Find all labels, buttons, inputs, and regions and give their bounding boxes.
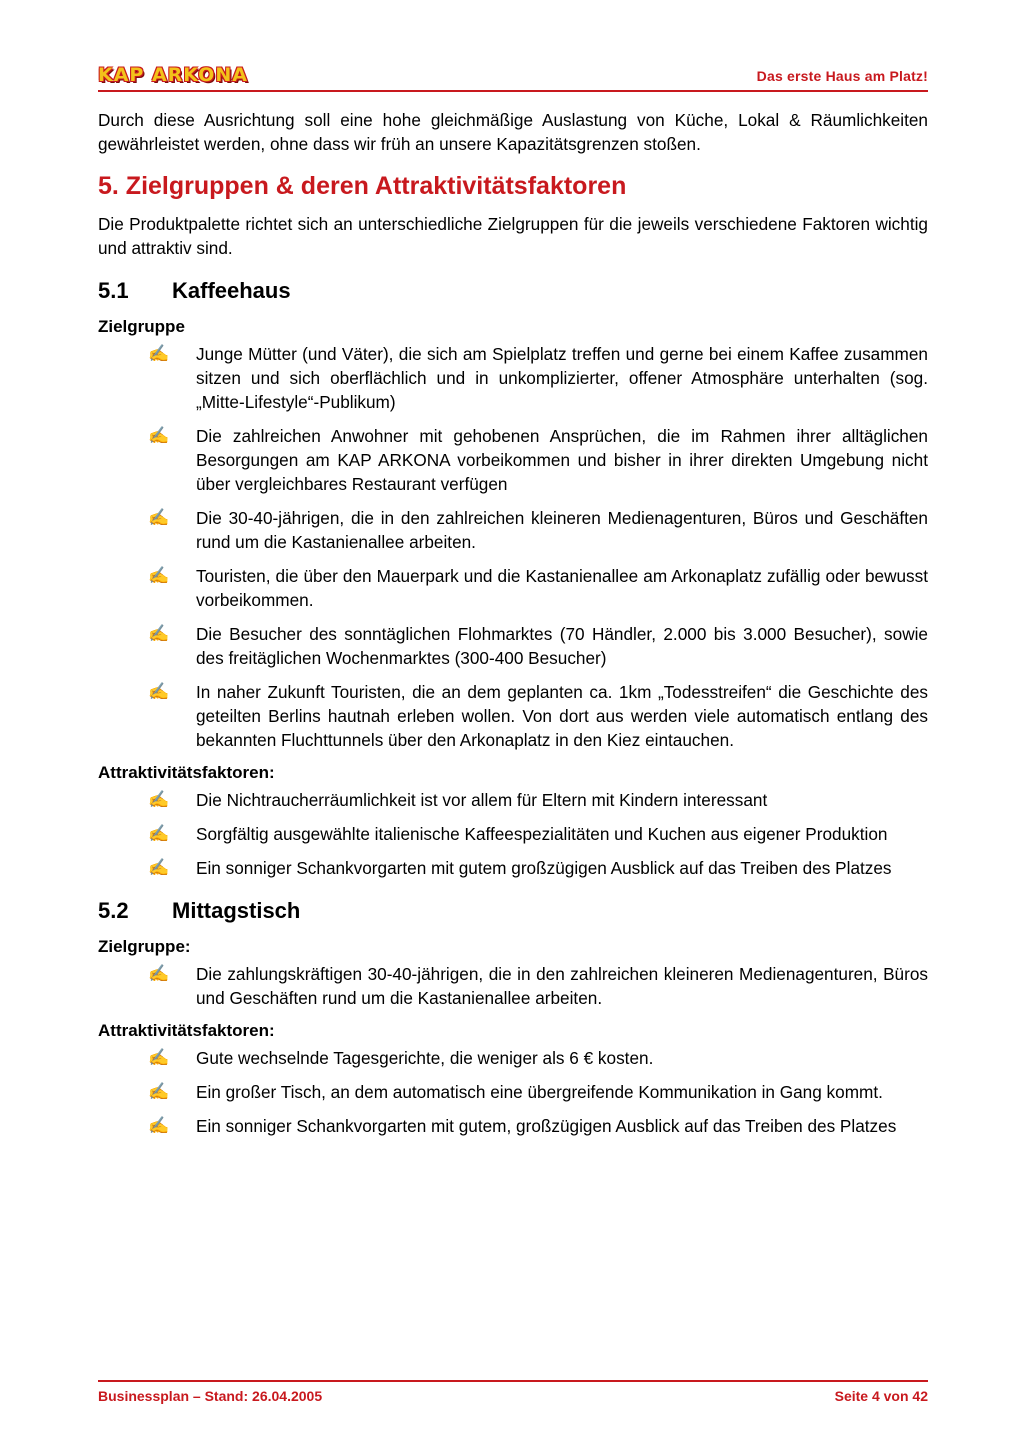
attractiveness-factors-label: Attraktivitätsfaktoren:	[98, 763, 275, 782]
writing-hand-icon: ✍	[148, 624, 170, 643]
attractiveness-factors-list	[98, 1046, 928, 1138]
section-5-text: Die Produktpalette richtet sich an unterschiedliche Zielgruppen für die jeweils verschiedene Faktoren wichtig und attraktiv sind.	[98, 214, 928, 258]
page-header	[98, 62, 928, 92]
list-item: ✍ Die zahlungskräftigen 30-40-jährigen, die in den zahlreichen kleineren Medienagenturen, Büros und Geschäften rund um die Kastanienallee arbeiten.	[148, 964, 928, 1008]
writing-hand-icon: ✍	[148, 964, 170, 983]
intro-paragraph: Durch diese Ausrichtung soll eine hohe gleichmäßige Auslastung von Küche, Lokal & Räumlichkeiten gewährleistet werden, ohne dass wir früh an unsere Kapazitätsgrenzen stoßen.	[98, 110, 928, 154]
section-title: Mittagstisch	[172, 898, 301, 923]
target-group-list	[98, 962, 928, 1010]
writing-hand-icon: ✍	[148, 426, 170, 445]
list-item: ✍ In naher Zukunft Touristen, die an dem geplanten ca. 1km „Todesstreifen“ die Geschichte des geteilten Berlins hautnah erleben wollen. Von dort aus werden viele automatisch entlang des bekannten Fluchttunnels über den Arkonaplatz in den Kiez eintauchen.	[148, 682, 928, 750]
logo-text: KAP ARKONA	[98, 64, 248, 86]
target-group-list	[98, 342, 928, 752]
target-group-label: Zielgruppe:	[98, 937, 191, 956]
list-item: ✍ Ein sonniger Schankvorgarten mit gutem großzügigen Ausblick auf das Treiben des Platzes	[148, 858, 892, 878]
writing-hand-icon: ✍	[148, 1082, 170, 1101]
list-item: ✍ Sorgfältig ausgewählte italienische Kaffeespezialitäten und Kuchen aus eigener Produktion	[148, 824, 888, 844]
attractiveness-factors-list	[98, 788, 928, 880]
page-content	[98, 108, 928, 1148]
kap-arkona-logo	[98, 64, 264, 86]
list-item: ✍ Ein großer Tisch, an dem automatisch eine übergreifende Kommunikation in Gang kommt.	[148, 1082, 883, 1102]
list-item: ✍ Die Nichtraucherräumlichkeit ist vor allem für Eltern mit Kindern interessant	[148, 790, 768, 810]
section-title: Kaffeehaus	[172, 278, 291, 303]
writing-hand-icon: ✍	[148, 682, 170, 701]
writing-hand-icon: ✍	[148, 858, 170, 877]
target-group-label: Zielgruppe	[98, 317, 185, 336]
list-item: ✍ Touristen, die über den Mauerpark und die Kastanienallee am Arkonaplatz zufällig oder bewusst vorbeikommen.	[148, 566, 928, 610]
list-item: ✍ Junge Mütter (und Väter), die sich am Spielplatz treffen und gerne bei einem Kaffee zusammen sitzen und sich oberflächlich und in unkomplizierter, offener Atmosphäre unterhalten (sog. „Mitte-Lifestyle“-Publikum)	[148, 344, 928, 412]
section-5-heading: 5. Zielgruppen & deren Attraktivitätsfaktoren	[98, 172, 627, 200]
list-item: ✍ Die zahlreichen Anwohner mit gehobenen Ansprüchen, die im Rahmen ihrer alltäglichen Besorgungen am KAP ARKONA vorbeikommen und bisher in ihrer direkten Umgebung nicht über vergleichbares Restaurant verfügen	[148, 426, 928, 494]
section-number: 5.1	[98, 278, 129, 303]
writing-hand-icon: ✍	[148, 344, 170, 363]
page-footer	[98, 1380, 928, 1412]
section-5-1-heading	[98, 276, 928, 306]
section-5-2-heading	[98, 896, 928, 926]
writing-hand-icon: ✍	[148, 566, 170, 585]
footer-document-info: Businessplan – Stand: 26.04.2005	[98, 1388, 323, 1404]
header-tagline: Das erste Haus am Platz!	[756, 68, 928, 84]
list-item: ✍ Ein sonniger Schankvorgarten mit gutem, großzügigen Ausblick auf das Treiben des Platzes	[148, 1116, 897, 1136]
writing-hand-icon: ✍	[148, 824, 170, 843]
list-item: ✍ Die Besucher des sonntäglichen Flohmarktes (70 Händler, 2.000 bis 3.000 Besucher), sowie des freitäglichen Wochenmarktes (300-400 Besucher)	[148, 624, 928, 668]
writing-hand-icon: ✍	[148, 1048, 170, 1067]
list-item: ✍ Die 30-40-jährigen, die in den zahlreichen kleineren Medienagenturen, Büros und Geschäften rund um die Kastanienallee arbeiten.	[148, 508, 928, 552]
list-item: ✍ Gute wechselnde Tagesgerichte, die weniger als 6 € kosten.	[148, 1048, 654, 1068]
attractiveness-factors-label: Attraktivitätsfaktoren:	[98, 1021, 275, 1040]
writing-hand-icon: ✍	[148, 1116, 170, 1135]
footer-page-number: Seite 4 von 42	[834, 1388, 928, 1404]
writing-hand-icon: ✍	[148, 508, 170, 527]
section-number: 5.2	[98, 898, 129, 923]
writing-hand-icon: ✍	[148, 790, 170, 809]
